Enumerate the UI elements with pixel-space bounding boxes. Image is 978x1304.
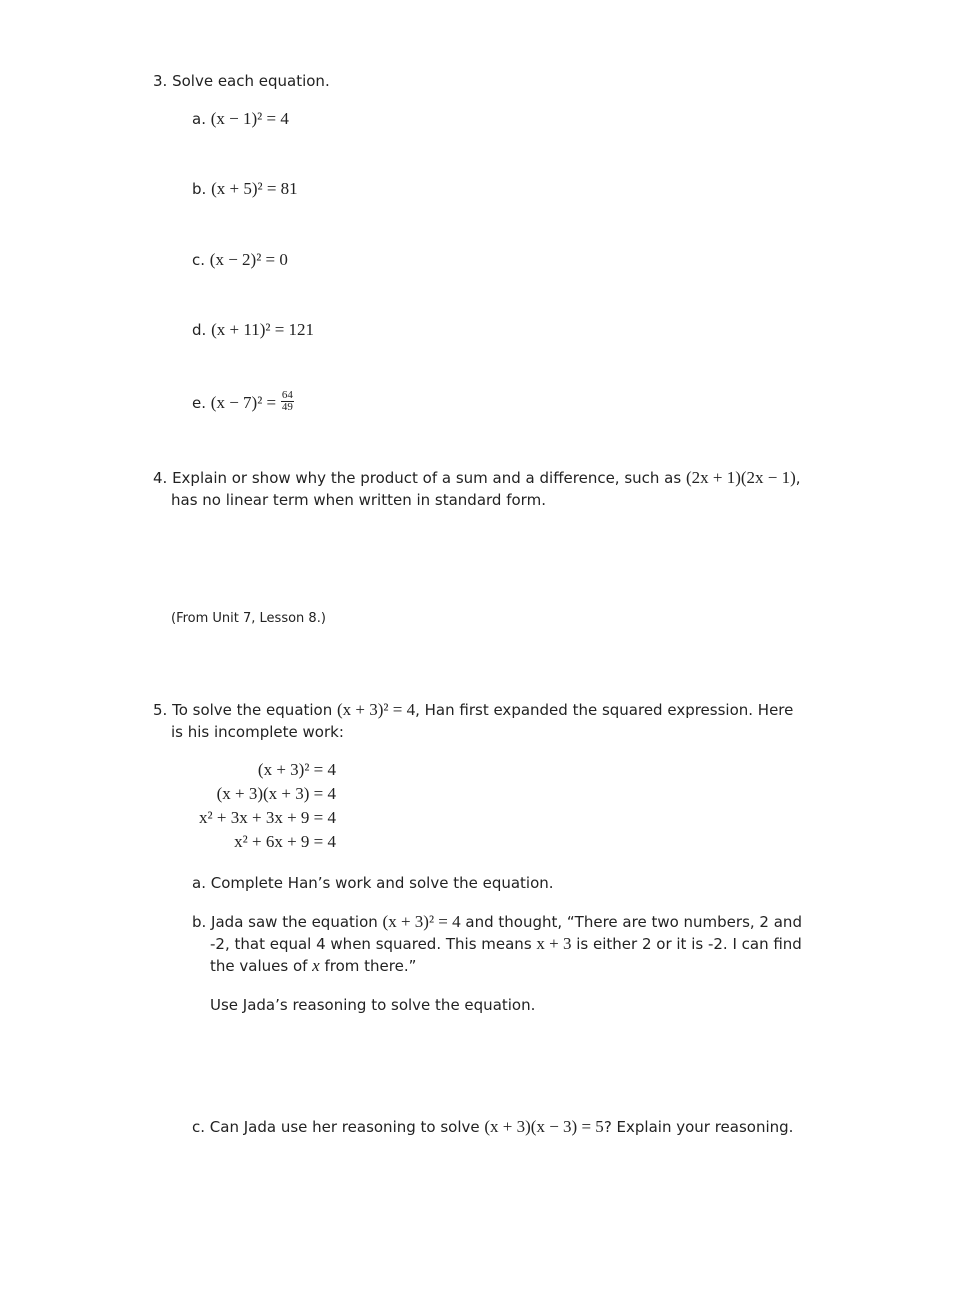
q4-punct: ,	[795, 469, 801, 487]
q5c-math: (x + 3)(x − 3) = 5	[484, 1117, 604, 1136]
q5c-text-post: ? Explain your reasoning.	[603, 1118, 794, 1136]
part-label: e.	[192, 394, 206, 412]
han-work-line-3: x² + 3x + 3x + 9 = 4	[199, 808, 336, 827]
q3-part-d	[192, 319, 314, 341]
q3-part-c	[192, 249, 288, 271]
han-work-line-2: (x + 3)(x + 3) = 4	[216, 784, 336, 803]
han-work-line-4: x² + 6x + 9 = 4	[234, 832, 336, 851]
q5c-text: c. Can Jada use her reasoning to solve	[192, 1118, 485, 1136]
q5-line2: is his incomplete work:	[171, 723, 344, 741]
part-label: a.	[192, 110, 206, 128]
part-label: c.	[192, 251, 206, 269]
part-label: b.	[192, 180, 207, 198]
equation: (x − 7)² =	[210, 393, 277, 412]
q5-text-post: , Han first expanded the squared expression. Here	[415, 701, 794, 719]
q5b-text: b. Jada saw the equation	[192, 913, 383, 931]
q5b-text-post: and thought, “There are two numbers, 2 and	[460, 913, 802, 931]
fraction-numerator: 64	[281, 389, 293, 401]
q3-part-e	[192, 389, 294, 415]
q5b-text-post: is either 2 or it is -2. I can find	[571, 935, 802, 953]
equation: (x + 5)² = 81	[211, 179, 298, 198]
han-work-line-1: (x + 3)² = 4	[257, 760, 336, 779]
fraction	[281, 390, 294, 413]
q4-math: (2x + 1)(2x − 1)	[685, 468, 796, 487]
equation: (x − 1)² = 4	[210, 109, 289, 128]
q3-part-b	[192, 178, 298, 200]
q4-line2: has no linear term when written in standard form.	[171, 491, 546, 509]
q3-part-a	[192, 108, 289, 130]
equation: (x − 2)² = 0	[209, 250, 288, 269]
q5-part-b-line3	[210, 955, 416, 977]
q5-part-c	[192, 1116, 793, 1138]
q5b-math: x + 3	[536, 934, 572, 953]
q4-text: 4. Explain or show why the product of a sum and a difference, such as	[153, 469, 686, 487]
fraction-denominator: 49	[281, 401, 293, 413]
q5-part-b-instruction: Use Jada’s reasoning to solve the equation.	[210, 996, 536, 1014]
part-label: d.	[192, 321, 207, 339]
q4-reference: (From Unit 7, Lesson 8.)	[171, 611, 326, 626]
q5b-text: -2, that equal 4 when squared. This means	[210, 935, 537, 953]
q5-part-b-line1	[192, 911, 802, 933]
q5-line1	[153, 699, 793, 721]
q5b-math: (x + 3)² = 4	[382, 912, 461, 931]
equation: (x + 11)² = 121	[211, 320, 315, 339]
q5-text: 5. To solve the equation	[153, 701, 338, 719]
q5-math: (x + 3)² = 4	[337, 700, 416, 719]
q5b-text-post: from there.”	[319, 957, 417, 975]
q5-part-a: a. Complete Han’s work and solve the equation.	[192, 874, 554, 892]
q5b-text: the values of	[210, 957, 313, 975]
q5-part-b-line2	[210, 933, 802, 955]
q3-stem: 3. Solve each equation.	[153, 72, 330, 90]
q4-line1	[153, 467, 801, 489]
q5b-math: x	[312, 956, 320, 975]
